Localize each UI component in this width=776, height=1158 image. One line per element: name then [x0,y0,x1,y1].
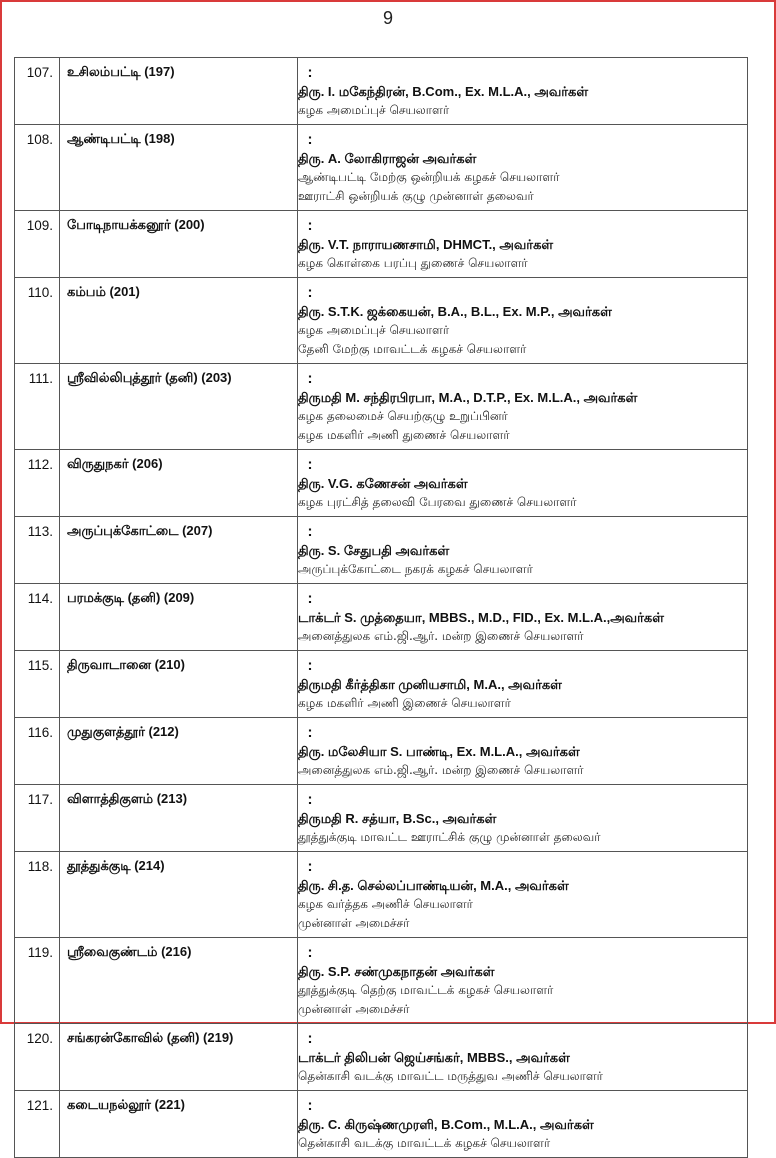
candidate-name: டாக்டர் திலிபன் ஜெய்சங்கர், MBBS., அவர்கள் [298,1050,570,1065]
candidate-details [298,651,748,718]
candidate-info [298,742,728,780]
candidate-info [298,302,728,359]
candidate-role: முன்னாள் அமைச்சர் [298,916,410,930]
constituency-name: சங்கரன்கோவில் (தனி) (219) [60,1024,298,1091]
colon-separator: : [307,1030,313,1047]
table-row [15,651,748,718]
candidate-role: தேனி மேற்கு மாவட்டக் கழகச் செயலாளர் [298,342,527,356]
colon-separator: : [307,64,313,81]
candidate-role: தூத்துக்குடி மாவட்ட ஊராட்சிக் குழு முன்னாள் தலைவர் [298,830,601,844]
candidate-role: கழக புரட்சித் தலைவி பேரவை துணைச் செயலாளர் [298,495,577,509]
serial-number: 108. [15,125,60,211]
candidate-details [298,517,748,584]
serial-number: 111. [15,364,60,450]
table-row [15,517,748,584]
candidate-role: கழக அமைப்புச் செயலாளர் [298,323,450,337]
candidate-info [298,1048,728,1086]
candidate-details [298,450,748,517]
colon-separator: : [307,791,313,808]
candidate-name: திரு. S.T.K. ஜக்கையன், B.A., B.L., Ex. M.P., அவர்கள் [298,304,612,319]
candidate-role: கழக வர்த்தக அணிச் செயலாளர் [298,897,473,911]
serial-number: 119. [15,938,60,1024]
colon-separator: : [307,944,313,961]
table-row [15,58,748,125]
candidate-role: தூத்துக்குடி தெற்கு மாவட்டக் கழகச் செயலாளர் [298,983,554,997]
candidate-info [298,541,728,579]
candidate-name: திருமதி கீர்த்திகா முனியசாமி, M.A., அவர்கள் [298,677,562,692]
serial-number: 116. [15,718,60,785]
colon-separator: : [307,724,313,741]
candidate-role: தென்காசி வடக்கு மாவட்டக் கழகச் செயலாளர் [298,1136,551,1150]
constituency-name: உசிலம்பட்டி (197) [60,58,298,125]
candidate-info [298,149,728,206]
constituency-name: கடையநல்லூர் (221) [60,1091,298,1158]
table-row [15,938,748,1024]
colon-separator: : [307,284,313,301]
table-row [15,278,748,364]
candidate-name: திருமதி R. சத்யா, B.Sc., அவர்கள் [298,811,497,826]
page-number: 9 [382,8,393,28]
candidate-details [298,125,748,211]
candidate-name: திரு. S.P. சண்முகநாதன் அவர்கள் [298,964,495,979]
candidate-info [298,1115,728,1153]
candidate-role: முன்னாள் அமைச்சர் [298,1002,410,1016]
candidate-info [298,675,728,713]
candidate-role: கழக மகளிர் அணி துணைச் செயலாளர் [298,428,510,442]
constituency-name: கம்பம் (201) [60,278,298,364]
candidate-details [298,785,748,852]
colon-separator: : [307,131,313,148]
candidate-name: திரு. A. லோகிராஜன் அவர்கள் [298,151,477,166]
table-row [15,584,748,651]
candidate-details [298,211,748,278]
candidate-role: கழக கொள்கை பரப்பு துணைச் செயலாளர் [298,256,528,270]
colon-separator: : [307,456,313,473]
candidate-info [298,962,728,1019]
serial-number: 115. [15,651,60,718]
candidate-name: திரு. V.T. நாராயணசாமி, DHMCT., அவர்கள் [298,237,554,252]
candidate-role: அனைத்துலக எம்.ஜி.ஆர். மன்ற இணைச் செயலாளர் [298,763,584,777]
candidate-details [298,718,748,785]
constituency-name: ஸ்ரீவைகுண்டம் (216) [60,938,298,1024]
candidate-name: திரு. I. மகேந்திரன், B.Com., Ex. M.L.A., அவர்கள் [298,84,589,99]
candidate-details [298,58,748,125]
candidate-info [298,809,728,847]
candidate-info [298,235,728,273]
candidate-details [298,938,748,1024]
table-row [15,718,748,785]
serial-number: 118. [15,852,60,938]
candidate-role: கழக மகளிர் அணி இணைச் செயலாளர் [298,696,511,710]
table-row [15,125,748,211]
candidate-role: கழக அமைப்புச் செயலாளர் [298,103,450,117]
constituency-name: திருவாடானை (210) [60,651,298,718]
serial-number: 114. [15,584,60,651]
candidate-table [14,57,748,1158]
candidate-info [298,82,728,120]
candidate-info [298,608,728,646]
constituency-name: பரமக்குடி (தனி) (209) [60,584,298,651]
candidate-role: ஊராட்சி ஒன்றியக் குழு முன்னாள் தலைவர் [298,189,534,203]
serial-number: 109. [15,211,60,278]
candidate-name: திருமதி M. சந்திரபிரபா, M.A., D.T.P., Ex. M.L.A., அவர்கள் [298,390,638,405]
table-row [15,1024,748,1091]
candidate-role: ஆண்டிபட்டி மேற்கு ஒன்றியக் கழகச் செயலாளர் [298,170,560,184]
table-row [15,450,748,517]
candidate-name: திரு. C. கிருஷ்ணமுரளி, B.Com., M.L.A., அவர்கள் [298,1117,594,1132]
candidate-info [298,876,728,933]
colon-separator: : [307,523,313,540]
table-row [15,852,748,938]
candidate-details [298,584,748,651]
candidate-info [298,388,728,445]
colon-separator: : [307,370,313,387]
colon-separator: : [307,217,313,234]
candidate-role: தென்காசி வடக்கு மாவட்ட மருத்துவ அணிச் செயலாளர் [298,1069,603,1083]
constituency-name: விளாத்திகுளம் (213) [60,785,298,852]
constituency-name: தூத்துக்குடி (214) [60,852,298,938]
table-row [15,364,748,450]
serial-number: 117. [15,785,60,852]
table-row [15,211,748,278]
serial-number: 110. [15,278,60,364]
candidate-name: திரு. மலேசியா S. பாண்டி, Ex. M.L.A., அவர்கள் [298,744,580,759]
table-row [15,1091,748,1158]
candidate-details [298,278,748,364]
candidate-info [298,474,728,512]
constituency-name: விருதுநகர் (206) [60,450,298,517]
colon-separator: : [307,1097,313,1114]
serial-number: 120. [15,1024,60,1091]
constituency-name: போடிநாயக்கனூர் (200) [60,211,298,278]
serial-number: 113. [15,517,60,584]
candidate-details [298,364,748,450]
candidate-details [298,1091,748,1158]
candidate-details [298,852,748,938]
colon-separator: : [307,657,313,674]
candidate-name: டாக்டர் S. முத்தையா, MBBS., M.D., FID., Ex. M.L.A.,அவர்கள் [298,610,664,625]
candidate-name: திரு. V.G. கணேசன் அவர்கள் [298,476,468,491]
candidate-role: அனைத்துலக எம்.ஜி.ஆர். மன்ற இணைச் செயலாளர் [298,629,584,643]
constituency-name: ஆண்டிபட்டி (198) [60,125,298,211]
serial-number: 121. [15,1091,60,1158]
constituency-name: முதுகுளத்தூர் (212) [60,718,298,785]
serial-number: 107. [15,58,60,125]
constituency-name: ஸ்ரீவில்லிபுத்தூர் (தனி) (203) [60,364,298,450]
colon-separator: : [307,590,313,607]
candidate-role: கழக தலைமைச் செயற்குழு உறுப்பினர் [298,409,508,423]
table-row [15,785,748,852]
candidate-details [298,1024,748,1091]
constituency-name: அருப்புக்கோட்டை (207) [60,517,298,584]
candidate-name: திரு. S. சேதுபதி அவர்கள் [298,543,450,558]
candidate-role: அருப்புக்கோட்டை நகரக் கழகச் செயலாளர் [298,562,533,576]
candidate-name: திரு. சி.த. செல்லப்பாண்டியன், M.A., அவர்கள் [298,878,569,893]
colon-separator: : [307,858,313,875]
serial-number: 112. [15,450,60,517]
